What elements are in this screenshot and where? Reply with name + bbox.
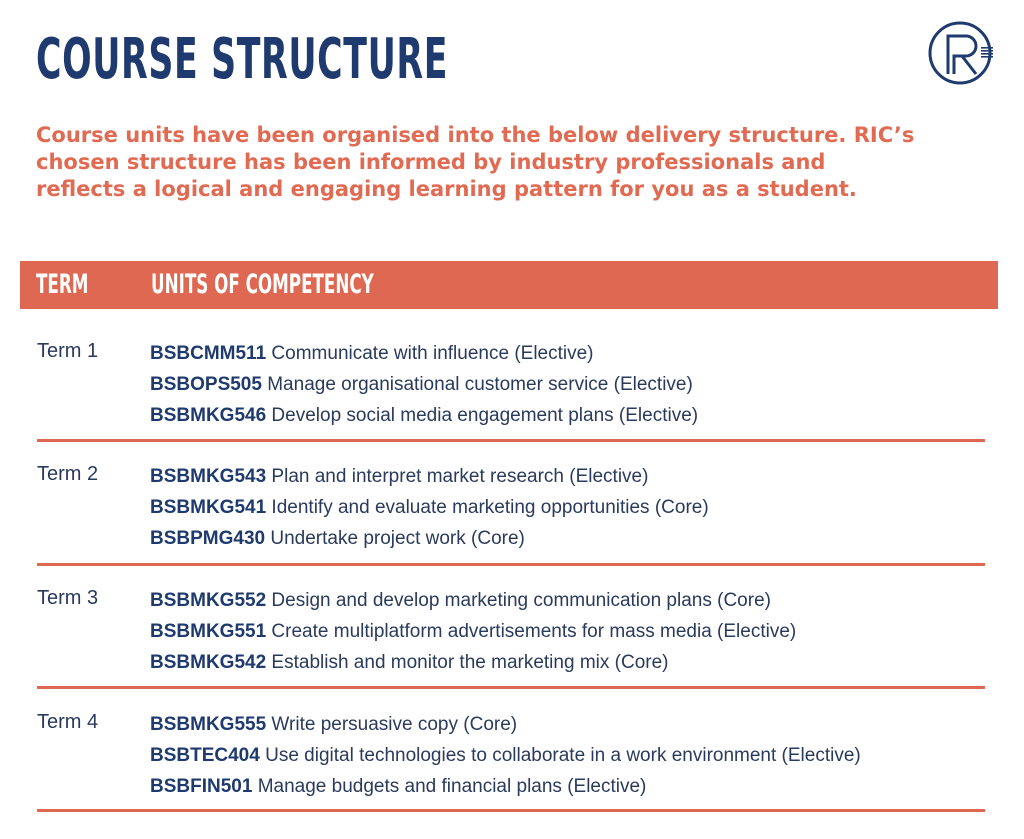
unit-item [150,461,709,492]
row-divider [37,686,985,689]
row-divider [37,809,985,812]
unit-item [150,709,861,740]
unit-item [150,400,698,431]
unit-item [150,369,698,400]
unit-code: BSBMKG541 [150,497,267,518]
unit-name: Manage budgets and financial plans (Elective) [252,776,647,797]
unit-item [150,585,796,616]
unit-name: Undertake project work (Core) [265,528,525,549]
unit-code: BSBCMM511 [150,343,267,364]
unit-item [150,338,698,369]
unit-item [150,740,861,771]
row-divider [37,563,985,566]
unit-name: Establish and monitor the marketing mix (Core) [266,652,669,673]
term-label: Term 2 [37,463,99,485]
term-label: Term 4 [37,711,99,733]
unit-code: BSBFIN501 [150,776,253,797]
unit-code: BSBTEC404 [150,745,260,766]
unit-code: BSBPMG430 [150,528,266,549]
unit-item [150,492,709,523]
unit-name: Develop social media engagement plans (Elective) [266,405,699,426]
unit-list [150,709,861,802]
unit-list [150,338,698,431]
unit-code: BSBOPS505 [150,374,262,395]
unit-name: Manage organisational customer service (Elective) [261,374,693,395]
unit-code: BSBMKG542 [150,652,267,673]
unit-item [150,616,796,647]
unit-name: Create multiplatform advertisements for mass media (Elective) [266,621,797,642]
unit-code: BSBMKG543 [150,466,267,487]
header-units: UNITS OF COMPETENCY [151,269,374,300]
header-term: TERM [36,269,89,300]
page-title: COURSE STRUCTURE [36,27,449,92]
unit-item [150,647,796,678]
unit-code: BSBMKG546 [150,405,267,426]
unit-list [150,461,709,554]
unit-list [150,585,796,678]
unit-name: Use digital technologies to collaborate in a work environment (Elective) [259,745,861,766]
unit-name: Identify and evaluate marketing opportunities (Core) [266,497,709,518]
unit-item [150,523,709,554]
unit-name: Plan and interpret market research (Elective) [266,466,649,487]
unit-item [150,771,861,802]
unit-code: BSBMKG551 [150,621,267,642]
term-label: Term 1 [37,340,99,362]
unit-code: BSBMKG555 [150,714,267,735]
unit-code: BSBMKG552 [150,590,267,611]
ric-logo-icon [926,16,1002,88]
table-header [20,261,998,309]
unit-name: Communicate with influence (Elective) [266,343,594,364]
unit-name: Write persuasive copy (Core) [266,714,518,735]
row-divider [37,439,985,442]
unit-name: Design and develop marketing communication plans (Core) [266,590,771,611]
term-label: Term 3 [37,587,99,609]
intro-text: Course units have been organised into the below delivery structure. RIC’s chosen structure has been informed by industry professionals and reflects a logical and engaging learning pattern for you as a student. [36,123,915,201]
